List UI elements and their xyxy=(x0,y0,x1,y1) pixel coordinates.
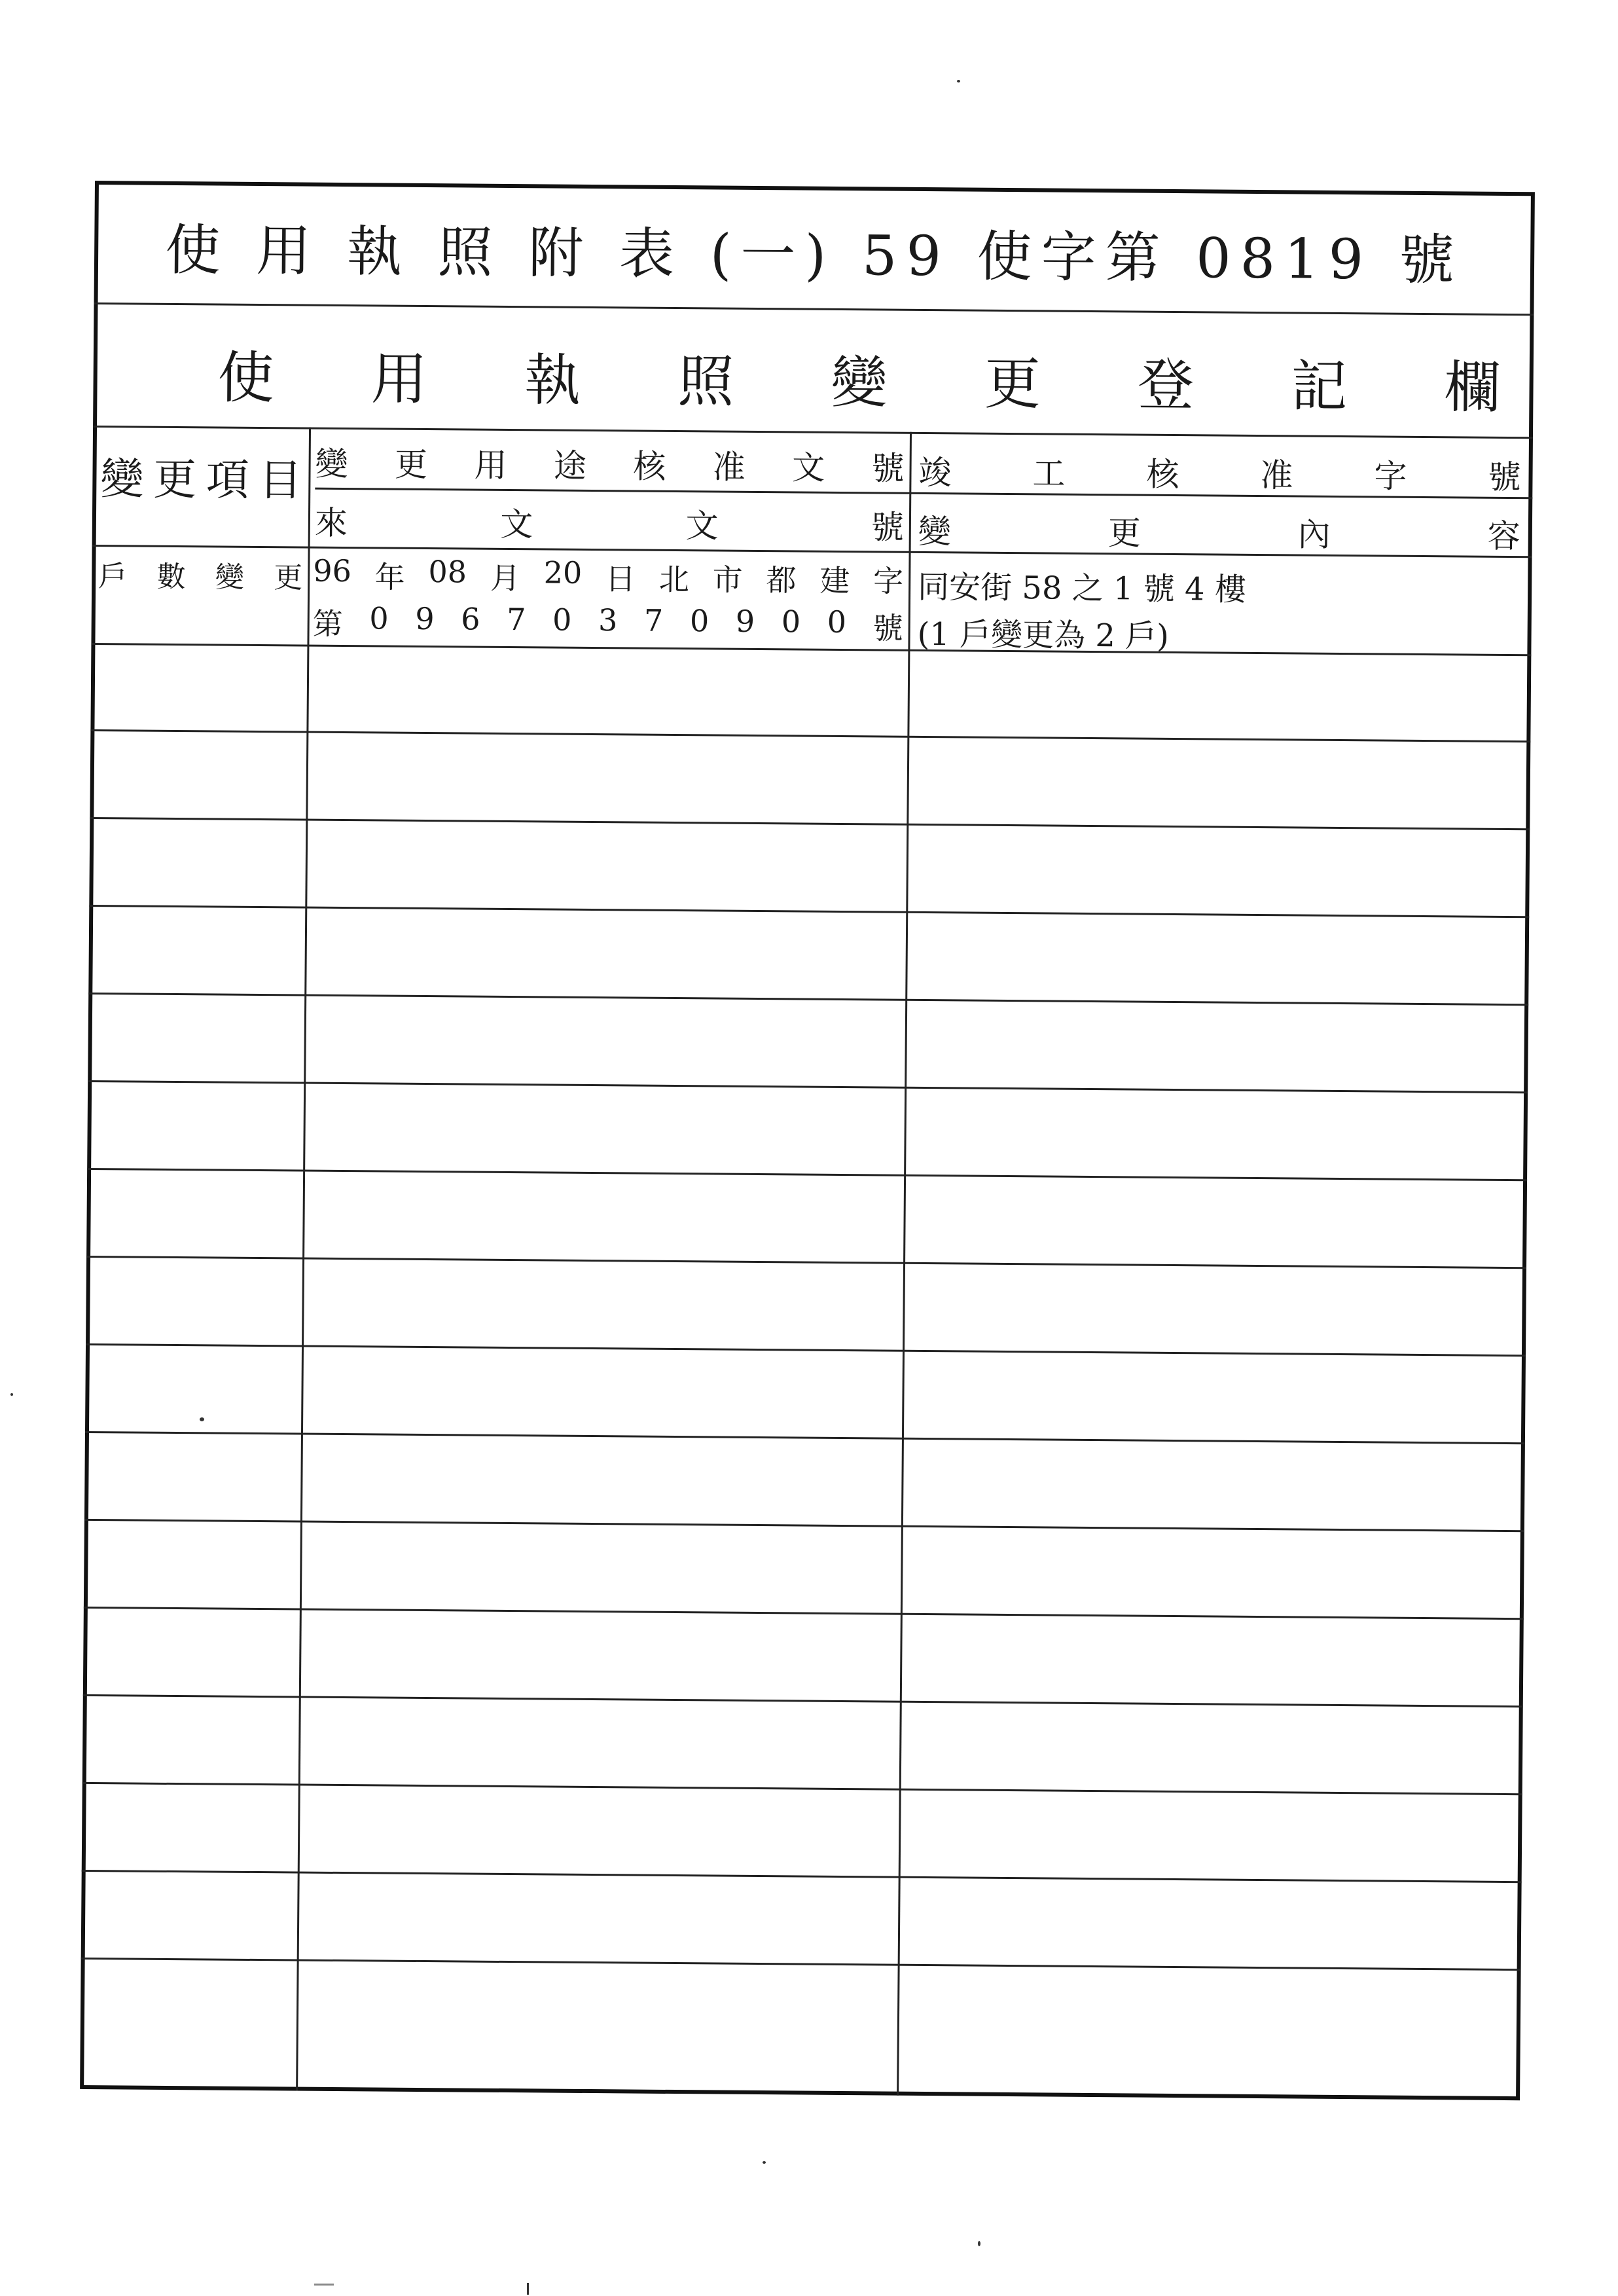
row-1-doc-line-1-char: 建 xyxy=(819,562,850,599)
header-change-item-char: 變 xyxy=(100,454,144,505)
header-change-item xyxy=(100,444,302,507)
scan-speck xyxy=(957,80,960,82)
row-1-item-char: 數 xyxy=(156,560,186,594)
row-1-change-line-1: 同安街 58 之 1 號 4 樓 xyxy=(917,568,1247,608)
section-title-char: 照 xyxy=(677,349,734,415)
row-1-doc-line-1 xyxy=(313,553,903,601)
section-title-char: 記 xyxy=(1290,354,1348,420)
row-1-doc-line-1-char: 月 xyxy=(490,560,521,596)
row-1-doc-line-1-char: 年 xyxy=(374,559,405,595)
header-incoming-doc-no xyxy=(315,497,905,549)
header-completion-no-char: 工 xyxy=(1032,454,1066,493)
header-change-content-char: 更 xyxy=(1107,514,1142,553)
section-title-char: 執 xyxy=(524,348,581,414)
header-approval-doc-no-char: 號 xyxy=(871,449,905,488)
row-1-item-char: 戶 xyxy=(98,560,128,594)
section-title-char: 欄 xyxy=(1444,355,1501,421)
header-change-content xyxy=(918,505,1521,557)
header-approval-doc-no-char: 更 xyxy=(394,445,428,484)
scan-speck xyxy=(763,2161,766,2164)
section-title-char: 使 xyxy=(217,345,275,412)
row-1-doc-line-1-char: 96 xyxy=(313,553,352,589)
header-incoming-doc-no-char: 文 xyxy=(685,507,719,545)
row-1-item-char: 變 xyxy=(215,560,245,594)
row-1-item xyxy=(98,553,302,596)
header-approval-doc-no-char: 途 xyxy=(553,446,587,485)
header-incoming-doc-no-char: 文 xyxy=(499,505,533,544)
header-change-item-char: 目 xyxy=(259,454,302,506)
row-1-doc-line-2-char: 號 xyxy=(872,610,903,646)
scan-speck xyxy=(978,2241,980,2246)
row-1-change-line-2: (1 戶變更為 2 戶) xyxy=(917,615,1170,655)
section-title-char: 更 xyxy=(984,351,1041,418)
row-1-doc-line-2-char: 0 xyxy=(781,604,801,640)
row-1-doc-line-2-char: 6 xyxy=(461,601,480,637)
row-1-doc-line-1-char: 08 xyxy=(428,554,467,590)
row-1-doc-line-1-char: 字 xyxy=(872,563,904,599)
row-1-doc-line-1-char: 20 xyxy=(543,555,583,591)
row-1-doc-line-2-char: 0 xyxy=(827,604,847,640)
row-1-doc-line-1-char: 都 xyxy=(766,562,797,598)
section-title xyxy=(217,332,1501,423)
row-1-doc-line-2-char: 9 xyxy=(415,600,435,637)
row-1-doc-line-2-char: 0 xyxy=(552,602,572,638)
header-incoming-doc-no-char: 號 xyxy=(871,508,905,547)
header-approval-doc-no-char: 用 xyxy=(474,446,507,484)
header-change-content-char: 容 xyxy=(1487,517,1521,556)
header-approval-doc-no-char: 准 xyxy=(712,448,746,486)
header-incoming-doc-no-char: 來 xyxy=(314,503,348,543)
row-1-doc-line-2-char: 0 xyxy=(369,600,389,636)
header-change-item-char: 項 xyxy=(206,454,250,505)
header-completion-no-char: 核 xyxy=(1146,455,1179,494)
scan-speck xyxy=(200,1417,204,1421)
row-1-doc-line-1-char: 市 xyxy=(712,562,743,598)
header-completion-no-char: 准 xyxy=(1260,456,1293,495)
form-title: 使 用 執 照 附 表 (一) 59 使字第 0819 號 xyxy=(165,217,1464,293)
row-1-item-char: 更 xyxy=(274,561,303,595)
row-1-doc-line-2-char: 0 xyxy=(689,603,710,639)
header-approval-doc-no-char: 文 xyxy=(791,448,825,487)
header-completion-no-char: 號 xyxy=(1488,458,1521,497)
header-completion-no-char: 字 xyxy=(1374,457,1407,496)
scan-speck xyxy=(314,2284,334,2286)
header-change-content-char: 內 xyxy=(1297,515,1331,554)
scan-speck xyxy=(527,2283,529,2295)
scan-speck xyxy=(10,1393,13,1396)
section-title-char: 變 xyxy=(831,350,888,416)
section-title-char: 登 xyxy=(1137,352,1195,419)
header-approval-doc-no-char: 變 xyxy=(315,445,348,484)
header-approval-doc-no-char: 核 xyxy=(633,447,666,486)
header-change-item-char: 更 xyxy=(153,454,197,505)
form-sheet xyxy=(80,181,1535,2100)
row-1-doc-line-2-char: 7 xyxy=(643,602,664,638)
row-1-doc-line-1-char: 日 xyxy=(605,561,636,597)
row-1-doc-line-2-char: 3 xyxy=(598,602,618,638)
header-completion-no xyxy=(918,446,1521,498)
header-completion-no-char: 竣 xyxy=(918,453,952,492)
header-approval-doc-no xyxy=(315,438,905,490)
row-1-doc-line-2-char: 第 xyxy=(312,606,343,642)
row-1-doc-line-1-char: 北 xyxy=(658,561,690,598)
row-1-doc-line-2-char: 9 xyxy=(735,603,755,639)
section-title-char: 用 xyxy=(370,346,428,412)
header-change-content-char: 變 xyxy=(918,512,952,551)
row-1-doc-line-2-char: 7 xyxy=(507,601,526,638)
row-1-doc-line-2 xyxy=(312,600,903,648)
